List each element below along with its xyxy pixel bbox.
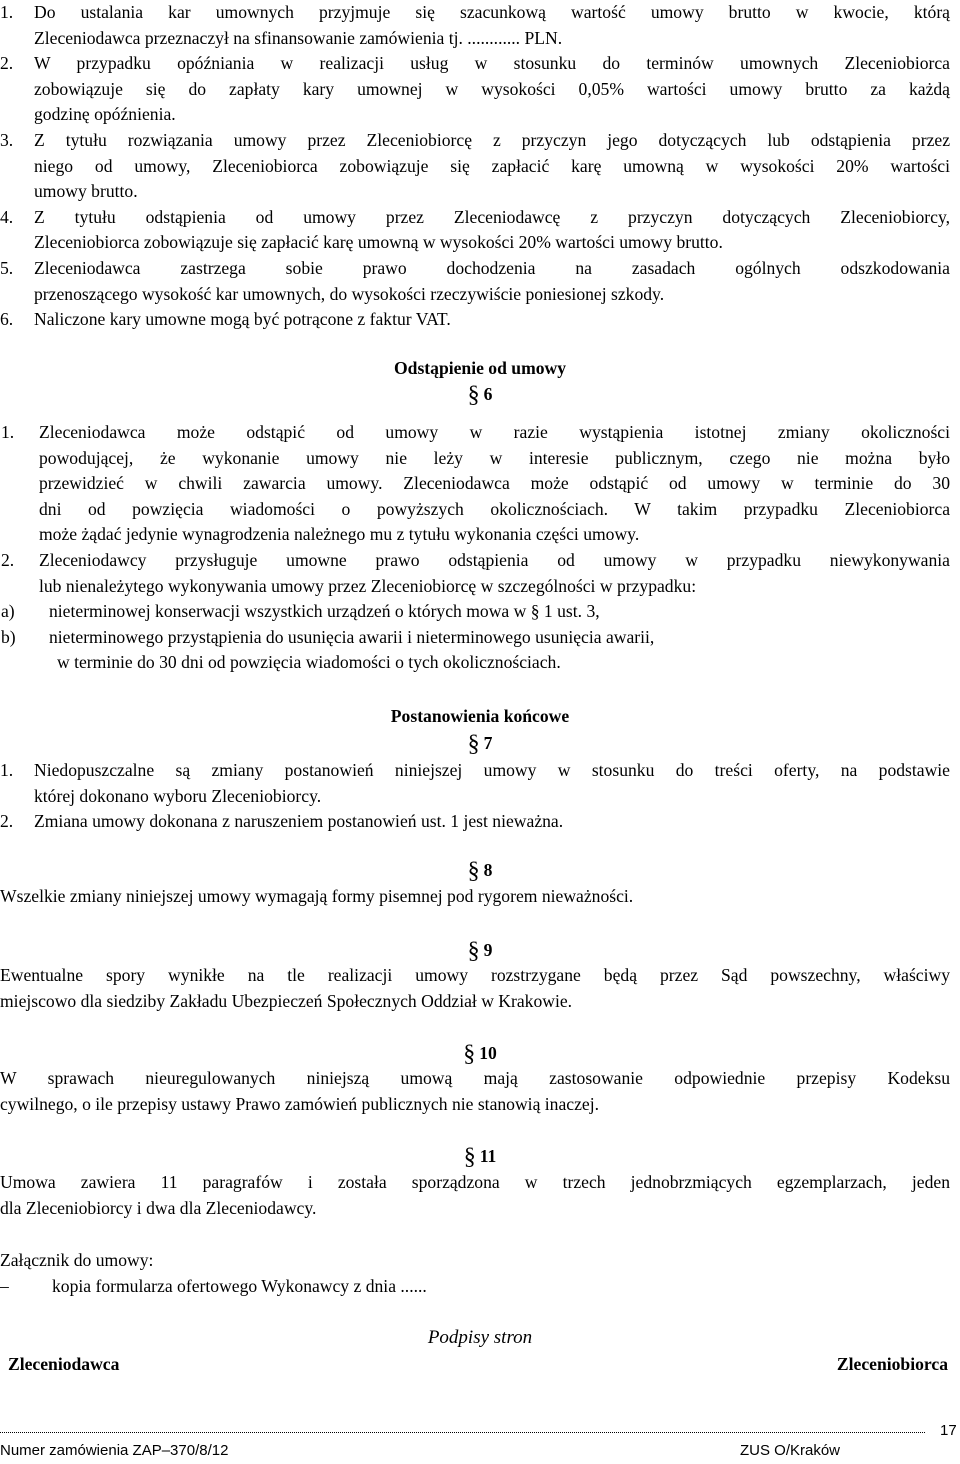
text-line: Z tytułu rozwiązania umowy przez Zleceniobiorcę z przyczyn jego dotyczących lub odstąpienia przez: [34, 129, 950, 150]
list-number: 4.: [0, 206, 14, 227]
withdrawal-heading: Odstąpienie od umowy: [393, 358, 567, 378]
list-item: [0, 205, 950, 256]
text-line: lub nienależytego wykonywania umowy przez Zleceniobiorcę w szczególności w przypadku:: [39, 575, 697, 596]
text-line: Zleceniodawca może odstąpić od umowy w razie wystąpienia istotnej zmiany okoliczności: [39, 422, 950, 442]
list-item: [0, 758, 950, 809]
final-provisions-list: [0, 758, 950, 835]
withdrawal-list: [0, 420, 950, 676]
text-line: nieterminowego przystąpienia do usunięcia awarii i nieterminowego usunięcia awarii,: [49, 626, 655, 647]
section-number: 6: [483, 384, 493, 404]
section-number: 9: [483, 940, 493, 960]
list-item: [0, 809, 950, 835]
final-provisions-heading: Postanowienia końcowe: [390, 706, 570, 726]
list-number: 1.: [0, 2, 14, 22]
text-line: Naliczone kary umowne mogą być potrącone z faktur VAT.: [34, 309, 451, 330]
attachment-label: Załącznik do umowy:: [0, 1250, 154, 1270]
signature-left: Zleceniodawca: [8, 1354, 120, 1374]
section-9-marker: [0, 938, 960, 965]
text-line: Umowa zawiera 11 paragrafów i została sporządzona w trzech jednobrzmiących egzemplarzach, jeden: [0, 1172, 950, 1192]
section-symbol: §: [467, 858, 480, 884]
list-number: 1.: [1, 422, 15, 442]
list-number: 2.: [0, 811, 14, 832]
text-line: zobowiązuje się do zapłaty kary umownej w wysokości 0,05% wartości umowy brutto za każdą: [34, 78, 950, 99]
text-line: umowy brutto.: [34, 181, 138, 202]
list-number: 6.: [0, 309, 14, 330]
section-number: 7: [483, 733, 493, 753]
section-symbol: §: [467, 731, 480, 757]
text-line: Niedopuszczalne są zmiany postanowień niniejszej umowy w stosunku do treści oferty, na podstawie: [34, 760, 950, 780]
text-line: W przypadku opóźniania w realizacji usług w stosunku do terminów umownych Zleceniobiorca: [34, 53, 950, 74]
list-item: [0, 420, 950, 548]
text-line: Z tytułu odstąpienia od umowy przez Zleceniodawcę z przyczyn dotyczących Zleceniobiorcy,: [34, 206, 950, 227]
footer-divider: [0, 1432, 925, 1433]
text-line: Do ustalania kar umownych przyjmuje się szacunkową wartość umowy brutto w kwocie, którą: [34, 2, 950, 22]
text-line: nieterminowej konserwacji wszystkich urządzeń o których mowa w § 1 ust. 3,: [49, 601, 600, 622]
text-line: miejscowo dla siedziby Zakładu Ubezpieczeń Społecznych Oddział w Krakowie.: [0, 990, 573, 1011]
section-symbol: §: [467, 382, 480, 408]
list-number: 2.: [0, 53, 14, 74]
text-line: Zleceniodawca przeznaczył na sfinansowanie zamówienia tj. ............ PLN.: [34, 27, 563, 48]
list-number: 5.: [0, 257, 14, 278]
page-number: 17: [940, 1422, 957, 1439]
list-item: [0, 548, 950, 599]
list-letter: a): [1, 601, 15, 622]
order-number: Numer zamówienia ZAP–370/8/12: [0, 1442, 229, 1459]
attachment-item: [0, 1274, 950, 1300]
list-number: 3.: [0, 129, 14, 150]
section-11-marker: [0, 1144, 960, 1171]
text-line: dla Zleceniobiorcy i dwa dla Zleceniodawcy.: [0, 1197, 317, 1218]
list-item: [0, 625, 950, 676]
penalties-list: [0, 0, 950, 333]
section-symbol: §: [463, 1144, 476, 1170]
list-item: [0, 256, 950, 307]
section-symbol: §: [467, 938, 480, 964]
signatures-caption: Podpisy stron: [427, 1327, 533, 1348]
list-letter: b): [1, 626, 16, 647]
section-11-text: [0, 1170, 950, 1221]
list-number: 2.: [1, 549, 15, 570]
text-line: której dokonano wyboru Zleceniobiorcy.: [34, 785, 322, 806]
text-line: Zleceniobiorca zobowiązuje się zapłacić karę umowną w wysokości 20% wartości umowy brutto.: [34, 232, 723, 253]
section-number: 8: [483, 860, 493, 880]
text-line: może żądać jedynie wynagrodzenia należnego mu z tytułu wykonania części umowy.: [39, 524, 640, 545]
office-name: ZUS O/Kraków: [740, 1442, 841, 1459]
section-6-marker: [0, 382, 960, 409]
text-line: niego od umowy, Zleceniobiorca zobowiązuje się zapłacić karę umowną w wysokości 20% wartości: [34, 155, 950, 176]
text-line: cywilnego, o ile przepisy ustawy Prawo zamówień publicznych nie stanowią inaczej.: [0, 1093, 599, 1114]
text-line: Zmiana umowy dokonana z naruszeniem postanowień ust. 1 jest nieważna.: [34, 811, 564, 832]
text-line: powodującej, że wykonanie umowy nie leży w interesie publicznym, czego nie można było: [39, 447, 950, 468]
text-line: W sprawach nieuregulowanych niniejszą umową mają zastosowanie odpowiednie przepisy Kodeksu: [0, 1068, 950, 1088]
attachment-text: kopia formularza ofertowego Wykonawcy z dnia ......: [52, 1276, 427, 1296]
list-item: [0, 0, 950, 51]
section-number: 10: [479, 1043, 497, 1063]
text-line: Zleceniodawca zastrzega sobie prawo dochodzenia na zasadach ogólnych odszkodowania: [34, 257, 950, 278]
section-10-marker: [0, 1041, 960, 1068]
section-8-text: Wszelkie zmiany niniejszej umowy wymagają formy pisemnej pod rygorem nieważności.: [0, 886, 634, 906]
text-line: godzinę opóźnienia.: [34, 104, 176, 125]
list-item: [0, 599, 950, 625]
text-line: Ewentualne spory wynikłe na tle realizacji umowy rozstrzygane będą przez Sąd powszechny, właściwy: [0, 965, 950, 985]
text-line: przewidzieć w chwili zawarcia umowy. Zleceniodawca może odstąpić od umowy w terminie do 30: [39, 473, 950, 494]
signature-right: Zleceniobiorca: [836, 1354, 948, 1374]
section-8-marker: [0, 858, 960, 885]
list-item: [0, 307, 950, 333]
section-symbol: §: [463, 1041, 476, 1067]
section-7-marker: [0, 731, 960, 758]
list-item: [0, 51, 950, 128]
text-line: w terminie do 30 dni od powzięcia wiadomości o tych okolicznościach.: [57, 652, 561, 673]
list-item: [0, 128, 950, 205]
section-number: 11: [479, 1146, 497, 1166]
section-9-text: [0, 963, 950, 1014]
section-10-text: [0, 1066, 950, 1117]
text-line: Zleceniodawcy przysługuje umowne prawo odstąpienia od umowy w przypadku niewykonywania: [39, 549, 950, 570]
text-line: dni od powzięcia wiadomości o powyższych okolicznościach. W takim przypadku Zleceniobiorca: [39, 498, 950, 519]
list-number: 1.: [0, 760, 14, 780]
dash-bullet: –: [0, 1276, 9, 1296]
text-line: przenoszącego wysokość kar umownych, do wysokości rzeczywiście poniesionej szkody.: [34, 283, 665, 304]
